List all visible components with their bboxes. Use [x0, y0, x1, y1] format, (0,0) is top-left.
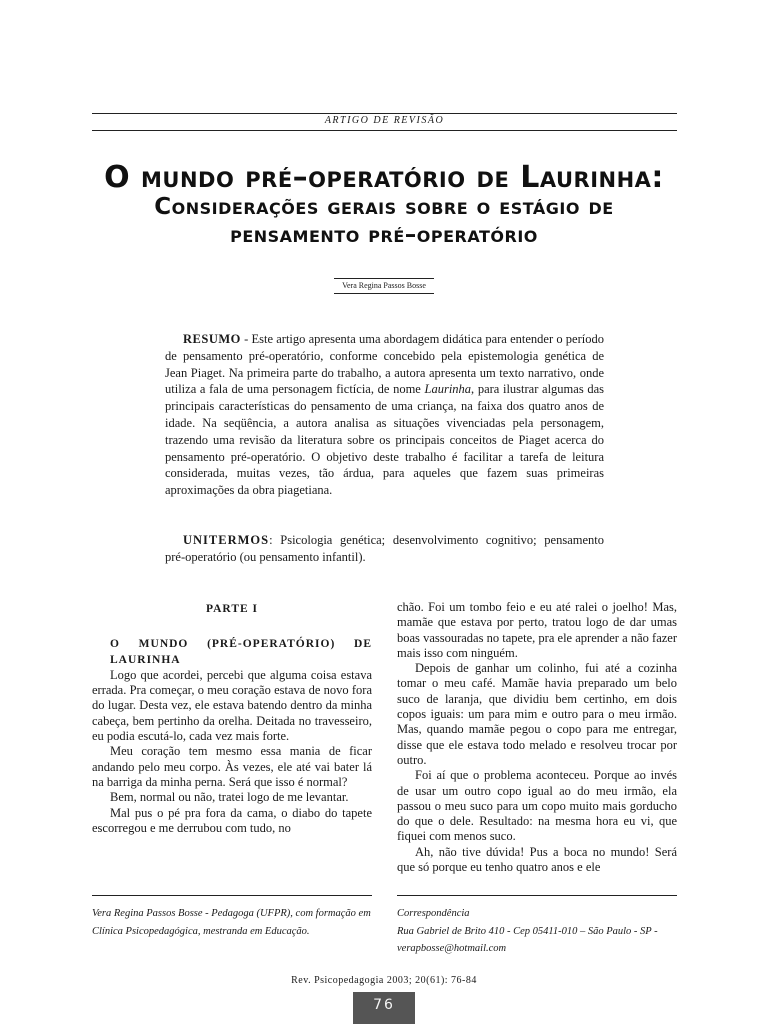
footnote-rule-left [92, 895, 372, 896]
keywords [165, 532, 604, 566]
paragraph: Bem, normal ou não, tratei logo de me levantar. [110, 790, 349, 805]
author-rule-bottom [334, 293, 434, 294]
author-credentials: Vera Regina Passos Bosse - Pedagoga (UFPR), com formação em Clínica Psicopedagógica, mestranda em Educação. [92, 908, 371, 937]
paragraph: Ah, não tive dúvida! Pus a boca no mundo! Será que só porque eu tenho quatro anos e ele [397, 844, 677, 875]
section-label: ARTIGO DE REVISÃO [324, 115, 445, 126]
paragraph: Logo que acordei, percebi que alguma coisa estava errada. Pra começar, o meu coração estava de novo fora do lugar. Desta vez, ele estava batendo dentro da minha cabeça, bem pertinho da orelha. Deitada no travesseiro, eu podia escutá-lo, cada vez mais forte. [92, 667, 372, 744]
correspondence-footnote [397, 905, 677, 958]
author-block [334, 278, 434, 294]
keywords-text: : Psicologia genética; desenvolvimento cognitivo; pensamento pré-operatório (ou pensamento infantil). [165, 533, 604, 564]
correspondence-address: Rua Gabriel de Brito 410 - Cep 05411-010 – São Paulo - SP - verapbosse@hotmail.com [397, 925, 658, 954]
section-rule [92, 130, 677, 131]
section-heading: O MUNDO (PRÉ-OPERATÓRIO) DE LAURINHA [110, 638, 372, 666]
author-footnote [92, 905, 372, 940]
paragraph: Foi aí que o problema aconteceu. Porque ao invés de usar um outro copo igual ao do meu irmão, ela passou o meu suco para um copo muito mais gorducho do que o dele. Resultado: na mesma hora eu vi, que fiquei com menos suco. [397, 768, 677, 844]
abstract [165, 331, 604, 499]
article-subtitle [60, 193, 708, 249]
abstract-text-part2: , para ilustrar algumas das principais características do pensamento de uma criança, na faixa dos quatro anos de idade. Na seqüência, a autora analisa as situações vivenciadas pela personagem, trazendo uma revisão da literatura sobre os principais conceitos de Piaget acerca do pensamento pré-operatório. O objetivo deste trabalho é facilitar a tarefa de leitura considerada, muitas vezes, tão árdua, para aqueles que fazem suas primeiras aproximações da obra piagetiana. [165, 382, 605, 498]
article-title: O mundo pré–operatório de Laurinha: [104, 160, 664, 195]
abstract-label: RESUMO [183, 332, 241, 346]
journal-citation: Rev. Psicopedagogia 2003; 20(61): 76-84 [291, 975, 477, 986]
abstract-text-part1: - Este artigo apresenta uma abordagem didática para entender o período de pensamento pré-operatório, conforme concebido pela epistemologia genética de Jean Piaget. Na primeira parte do trabalho, a autora apresenta um texto narrativo, onde utiliza a fala de uma personagem fictícia, de nome [165, 332, 604, 397]
keywords-label: UNITERMOS [183, 533, 270, 547]
top-rule [92, 113, 677, 114]
left-column [92, 600, 372, 836]
paragraph: chão. Foi um tombo feio e eu até ralei o joelho! Mas, mamãe que estava por perto, tratou logo de dar umas boas vassouradas no tapete, pra ele aprender a não fazer mais isso com ninguém. [397, 600, 677, 660]
subtitle-line-1: Considerações gerais sobre o estágio de [154, 194, 614, 220]
subtitle-line-2: pensamento pré–operatório [230, 222, 538, 248]
correspondence-label: Correspondência [397, 908, 470, 919]
part-heading: PARTE I [205, 603, 259, 615]
paragraph: Meu coração tem mesmo essa mania de ficar andando pelo meu corpo. Às vezes, ele até vai bater lá na barriga da minha perna. Será que isso é normal? [92, 744, 372, 789]
author-name: Vera Regina Passos Bosse [342, 281, 426, 290]
paragraph: Mal pus o pé pra fora da cama, o diabo do tapete escorregou e me derrubou com tudo, no [92, 805, 372, 835]
paragraph: Depois de ganhar um colinho, fui até a cozinha tomar o meu café. Mamãe havia preparado um belo suco de laranja, que dividiu bem certinho, em dois copos iguais: um para mim e outro para o meu irmão. Mas, quando mamãe pegou o copo para me entregar, disse que ele estava todo melado e resolveu trocar por outro. [397, 661, 677, 767]
footnote-rule-right [397, 895, 677, 896]
keywords-paragraph [165, 532, 604, 566]
right-column [397, 600, 677, 875]
abstract-italic-name: Laurinha [424, 382, 472, 397]
abstract-paragraph [165, 331, 604, 499]
page-number: 76 [353, 992, 415, 1024]
